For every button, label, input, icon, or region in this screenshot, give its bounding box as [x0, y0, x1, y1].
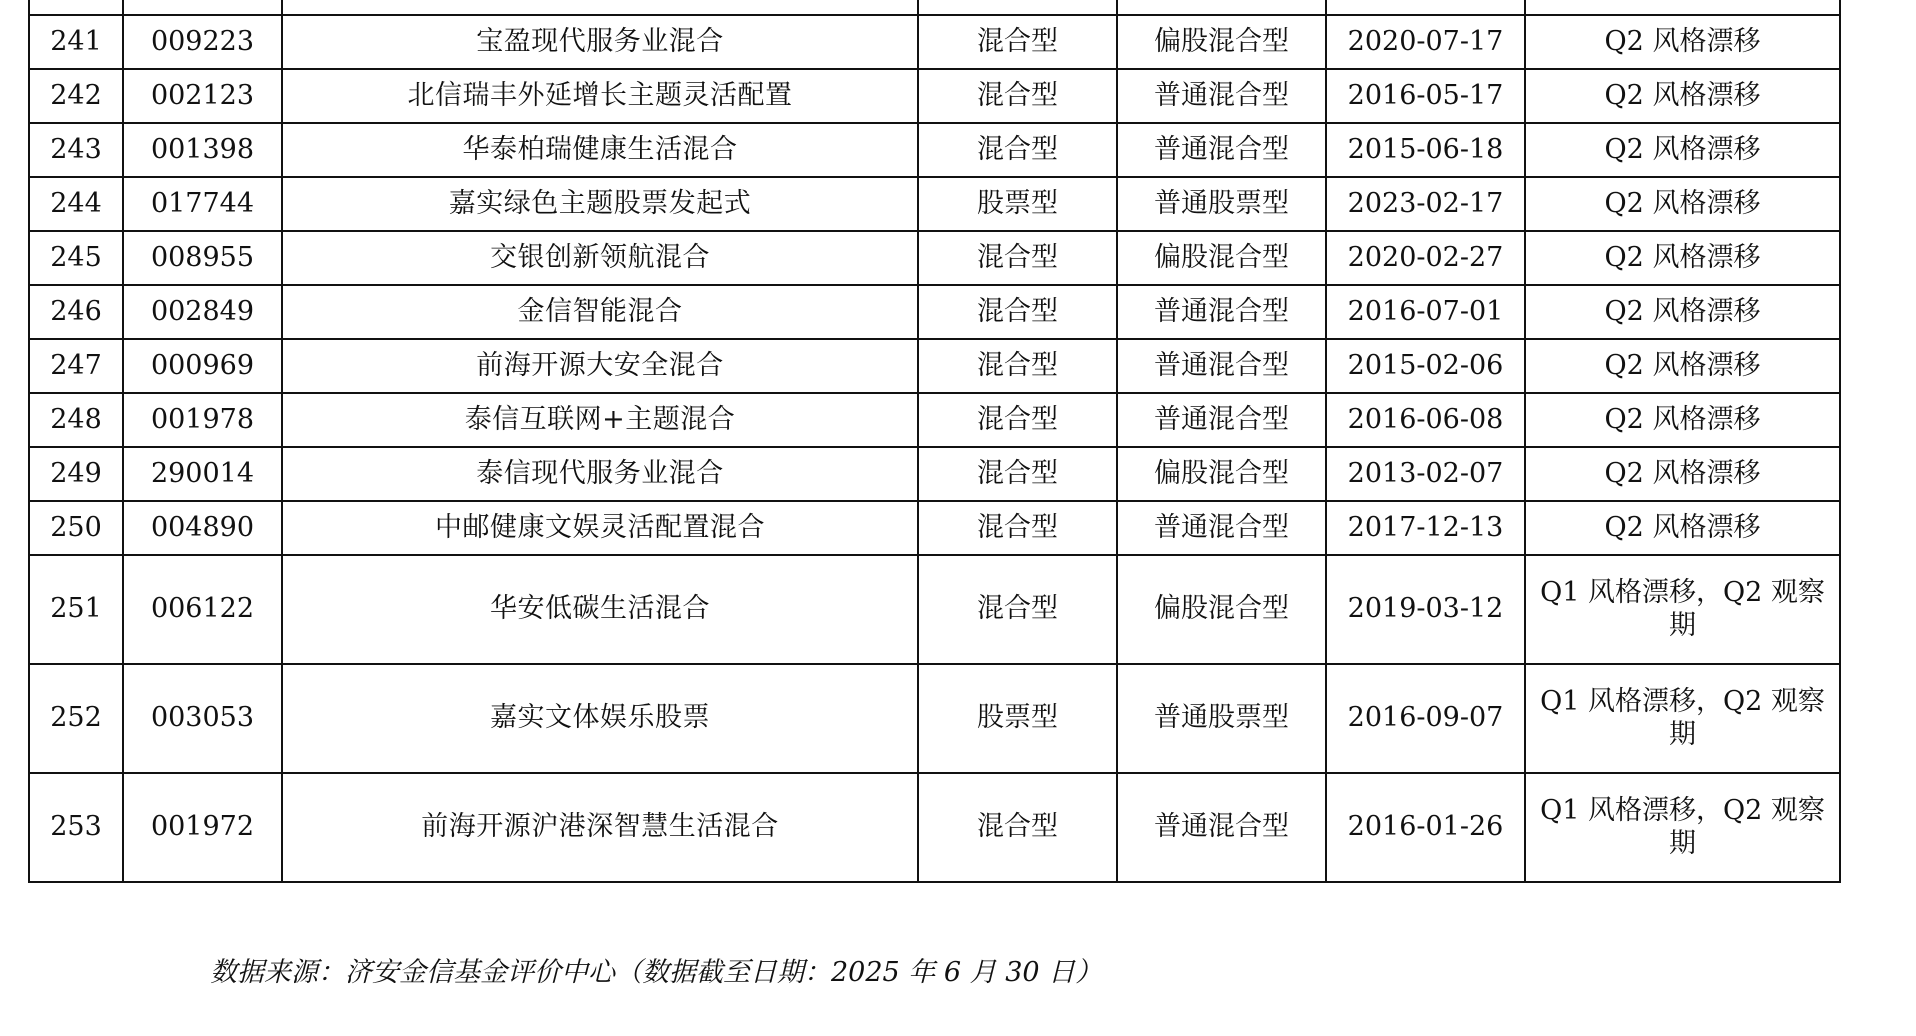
fund-name-cell: 泰信互联网+主题混合 [282, 393, 918, 447]
inception-date-cell: 2016-07-01 [1326, 285, 1525, 339]
status-cell: Q2 风格漂移 [1525, 123, 1840, 177]
inception-date-cell: 2015-06-18 [1326, 123, 1525, 177]
row-number-cell: 241 [29, 15, 123, 69]
row-number-cell: 247 [29, 339, 123, 393]
fund-type-cell: 混合型 [918, 15, 1117, 69]
row-number-cell: 243 [29, 123, 123, 177]
status-cell: Q2 风格漂移 [1525, 69, 1840, 123]
table-row [29, 231, 1840, 285]
fund-name-cell: 泰信现代服务业混合 [282, 447, 918, 501]
table-row [29, 69, 1840, 123]
row-number-cell: 253 [29, 773, 123, 882]
fund-subtype-cell: 普通混合型 [1117, 773, 1326, 882]
table-row [29, 555, 1840, 664]
status-cell: Q2 风格漂移 [1525, 177, 1840, 231]
table-cell [123, 0, 282, 15]
row-number-cell: 242 [29, 69, 123, 123]
status-cell: Q1 风格漂移，Q2 观察期 [1525, 664, 1840, 773]
fund-type-cell: 股票型 [918, 664, 1117, 773]
fund-name-cell: 宝盈现代服务业混合 [282, 15, 918, 69]
table-row [29, 123, 1840, 177]
fund-type-cell: 混合型 [918, 339, 1117, 393]
table-row [29, 773, 1840, 882]
table-cell [1326, 0, 1525, 15]
fund-name-cell: 前海开源沪港深智慧生活混合 [282, 773, 918, 882]
inception-date-cell: 2020-07-17 [1326, 15, 1525, 69]
inception-date-cell: 2016-05-17 [1326, 69, 1525, 123]
inception-date-cell: 2023-02-17 [1326, 177, 1525, 231]
fund-name-cell: 华泰柏瑞健康生活混合 [282, 123, 918, 177]
status-cell: Q2 风格漂移 [1525, 447, 1840, 501]
table-row [29, 447, 1840, 501]
fund-subtype-cell: 偏股混合型 [1117, 15, 1326, 69]
fund-type-cell: 混合型 [918, 285, 1117, 339]
table-cell [282, 0, 918, 15]
row-number-cell: 249 [29, 447, 123, 501]
table-row-partial-top [29, 0, 1840, 15]
table-cell [918, 0, 1117, 15]
table-cell [29, 0, 123, 15]
fund-subtype-cell: 普通混合型 [1117, 69, 1326, 123]
fund-subtype-cell: 普通混合型 [1117, 123, 1326, 177]
table-row [29, 393, 1840, 447]
fund-type-cell: 混合型 [918, 555, 1117, 664]
status-cell: Q2 风格漂移 [1525, 501, 1840, 555]
fund-name-cell: 交银创新领航混合 [282, 231, 918, 285]
fund-subtype-cell: 普通股票型 [1117, 177, 1326, 231]
fund-subtype-cell: 普通混合型 [1117, 501, 1326, 555]
fund-code-cell: 000969 [123, 339, 282, 393]
inception-date-cell: 2013-02-07 [1326, 447, 1525, 501]
table-row [29, 501, 1840, 555]
table-row [29, 285, 1840, 339]
fund-code-cell: 001398 [123, 123, 282, 177]
fund-name-cell: 金信智能混合 [282, 285, 918, 339]
row-number-cell: 245 [29, 231, 123, 285]
inception-date-cell: 2017-12-13 [1326, 501, 1525, 555]
inception-date-cell: 2020-02-27 [1326, 231, 1525, 285]
row-number-cell: 248 [29, 393, 123, 447]
fund-code-cell: 004890 [123, 501, 282, 555]
fund-type-cell: 混合型 [918, 773, 1117, 882]
fund-name-cell: 华安低碳生活混合 [282, 555, 918, 664]
fund-code-cell: 003053 [123, 664, 282, 773]
fund-name-cell: 前海开源大安全混合 [282, 339, 918, 393]
fund-code-cell: 290014 [123, 447, 282, 501]
fund-code-cell: 006122 [123, 555, 282, 664]
data-source-footnote: 数据来源：济安金信基金评价中心（数据截至日期：2025 年 6 月 30 日） [210, 957, 1103, 988]
fund-table-body [29, 0, 1840, 882]
fund-code-cell: 002123 [123, 69, 282, 123]
fund-type-cell: 混合型 [918, 69, 1117, 123]
inception-date-cell: 2015-02-06 [1326, 339, 1525, 393]
status-cell: Q2 风格漂移 [1525, 339, 1840, 393]
fund-name-cell: 嘉实绿色主题股票发起式 [282, 177, 918, 231]
table-row [29, 15, 1840, 69]
fund-type-cell: 混合型 [918, 123, 1117, 177]
fund-subtype-cell: 普通混合型 [1117, 285, 1326, 339]
inception-date-cell: 2016-09-07 [1326, 664, 1525, 773]
fund-subtype-cell: 偏股混合型 [1117, 555, 1326, 664]
fund-subtype-cell: 偏股混合型 [1117, 231, 1326, 285]
row-number-cell: 251 [29, 555, 123, 664]
status-cell: Q2 风格漂移 [1525, 393, 1840, 447]
status-cell: Q1 风格漂移，Q2 观察期 [1525, 555, 1840, 664]
inception-date-cell: 2019-03-12 [1326, 555, 1525, 664]
fund-code-cell: 017744 [123, 177, 282, 231]
row-number-cell: 250 [29, 501, 123, 555]
fund-code-cell: 008955 [123, 231, 282, 285]
row-number-cell: 244 [29, 177, 123, 231]
fund-subtype-cell: 偏股混合型 [1117, 447, 1326, 501]
fund-type-cell: 混合型 [918, 501, 1117, 555]
fund-table-container [28, 0, 1841, 883]
table-cell [1117, 0, 1326, 15]
fund-name-cell: 中邮健康文娱灵活配置混合 [282, 501, 918, 555]
table-row [29, 177, 1840, 231]
row-number-cell: 252 [29, 664, 123, 773]
fund-code-cell: 009223 [123, 15, 282, 69]
fund-type-cell: 股票型 [918, 177, 1117, 231]
fund-name-cell: 嘉实文体娱乐股票 [282, 664, 918, 773]
fund-table [28, 0, 1841, 883]
fund-code-cell: 001972 [123, 773, 282, 882]
status-cell: Q2 风格漂移 [1525, 285, 1840, 339]
fund-subtype-cell: 普通混合型 [1117, 339, 1326, 393]
fund-type-cell: 混合型 [918, 447, 1117, 501]
table-row [29, 339, 1840, 393]
status-cell: Q2 风格漂移 [1525, 15, 1840, 69]
fund-type-cell: 混合型 [918, 231, 1117, 285]
row-number-cell: 246 [29, 285, 123, 339]
fund-subtype-cell: 普通股票型 [1117, 664, 1326, 773]
inception-date-cell: 2016-06-08 [1326, 393, 1525, 447]
status-cell: Q1 风格漂移，Q2 观察期 [1525, 773, 1840, 882]
table-cell [1525, 0, 1840, 15]
table-row [29, 664, 1840, 773]
fund-subtype-cell: 普通混合型 [1117, 393, 1326, 447]
fund-name-cell: 北信瑞丰外延增长主题灵活配置 [282, 69, 918, 123]
inception-date-cell: 2016-01-26 [1326, 773, 1525, 882]
fund-code-cell: 001978 [123, 393, 282, 447]
fund-type-cell: 混合型 [918, 393, 1117, 447]
status-cell: Q2 风格漂移 [1525, 231, 1840, 285]
fund-code-cell: 002849 [123, 285, 282, 339]
